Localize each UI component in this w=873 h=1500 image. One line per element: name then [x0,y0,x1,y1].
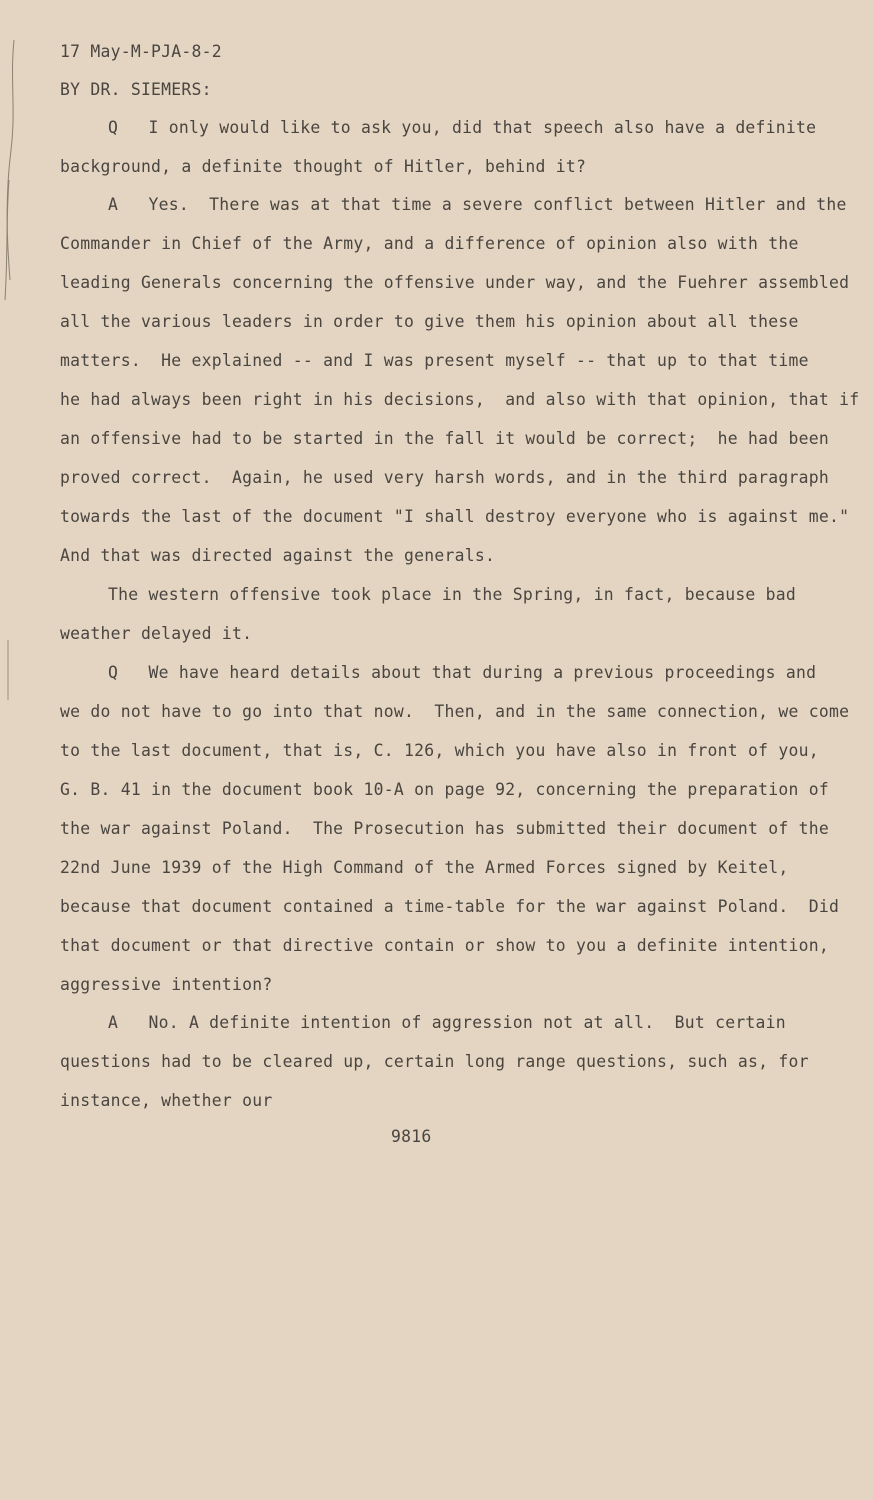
text-line: we do not have to go into that now. Then, and in the same connection, we come [60,702,850,721]
text-line: aggressive intention? [60,975,273,994]
text-line: because that document contained a time-table for the war against Poland. Did [60,897,840,916]
text-line: that document or that directive contain or show to you a definite intention, [60,936,829,955]
text-line: A Yes. There was at that time a severe conflict between Hitler and the [108,195,847,214]
text-line: towards the last of the document "I shall destroy everyone who is against me." [60,507,850,526]
binding-edge-marks [0,0,22,1500]
text-line: And that was directed against the generals. [60,546,496,565]
text-line: to the last document, that is, C. 126, which you have also in front of you, [60,741,819,760]
text-line: Commander in Chief of the Army, and a difference of opinion also with the [60,234,799,253]
header-reference: 17 May-M-PJA-8-2 [60,42,222,61]
text-line: he had always been right in his decisions, and also with that opinion, that if [60,390,860,409]
text-line: an offensive had to be started in the fall it would be correct; he had been [60,429,829,448]
text-line: Q We have heard details about that during a previous proceedings and [108,663,817,682]
text-line: 22nd June 1939 of the High Command of the Armed Forces signed by Keitel, [60,858,789,877]
text-line: weather delayed it. [60,624,253,643]
text-line: questions had to be cleared up, certain long range questions, such as, for [60,1052,809,1071]
text-line: G. B. 41 in the document book 10-A on page 92, concerning the preparation of [60,780,829,799]
text-line: leading Generals concerning the offensive under way, and the Fuehrer assembled [60,273,850,292]
text-line: matters. He explained -- and I was present myself -- that up to that time [60,351,809,370]
text-line: all the various leaders in order to give them his opinion about all these [60,312,799,331]
text-line: The western offensive took place in the Spring, in fact, because bad [108,585,797,604]
text-line: instance, whether our [60,1091,273,1110]
examiner-heading: BY DR. SIEMERS: [60,80,212,99]
text-line: background, a definite thought of Hitler, behind it? [60,157,587,176]
page-number: 9816 [391,1127,432,1146]
text-line: proved correct. Again, he used very harsh words, and in the third paragraph [60,468,829,487]
text-line: the war against Poland. The Prosecution has submitted their document of the [60,819,829,838]
text-line: Q I only would like to ask you, did that speech also have a definite [108,118,817,137]
text-line: A No. A definite intention of aggression not at all. But certain [108,1013,786,1032]
